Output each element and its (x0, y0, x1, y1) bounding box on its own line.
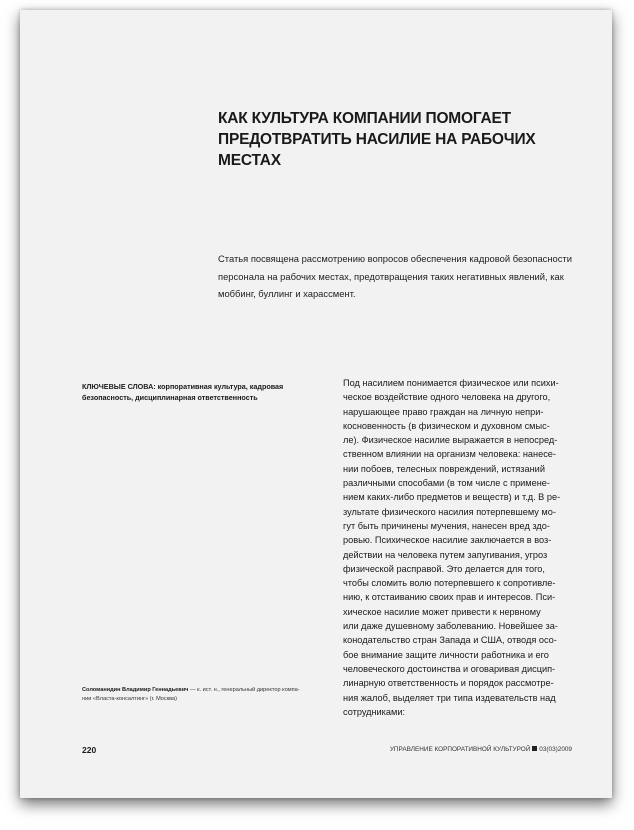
author-credentials: — к. ист. н., генеральный директор компа- (188, 687, 300, 693)
body-line: сотрудниками: (343, 706, 406, 717)
body-line: гут быть причинены мучения, нанесен вред здо- (343, 520, 550, 531)
keywords-line: КЛЮЧЕВЫЕ СЛОВА: корпоративная культура, кадровая (82, 382, 284, 391)
author-affiliation: нии «Власта-консалтинг» (г. Москва) (82, 696, 178, 702)
running-footer (390, 746, 572, 753)
body-line: нарушающее право граждан на личную непри- (343, 406, 544, 417)
abstract-line: персонала на рабочих местах, предотвращения таких негативных явлений, как (218, 270, 564, 282)
abstract-line: моббинг, буллинг и харассмент. (218, 288, 356, 299)
issue-number: 03(03)2009 (539, 746, 572, 753)
author-name: Соломанидин Владимир Геннадьевич (82, 687, 189, 693)
body-line: хическое насилие может привести к нервному (343, 606, 541, 617)
body-line: различными способами (в том числе с примене- (343, 478, 550, 489)
body-line: бое внимание защите личности работника и его (343, 649, 549, 660)
body-line: или даже душевному заболеванию. Новейшее за- (343, 621, 558, 632)
body-line: ческое воздействие одного человека на другого, (343, 392, 551, 403)
body-line: человеческого достоинства и оговаривая дисцип- (343, 663, 556, 674)
author-line (82, 686, 342, 695)
body-line: косновенность (в физическом и духовном смыс- (343, 420, 550, 431)
author-info (82, 686, 342, 704)
body-line: ственном влиянии на организм человека: нанесе- (343, 449, 556, 460)
keywords-line: безопасность, дисциплинарная ответственность (82, 393, 258, 402)
body-line: линарную ответственность и порядок рассмотре- (343, 678, 554, 689)
article-title (218, 108, 558, 171)
square-bullet-icon (532, 746, 537, 751)
title-line: ПРЕДОТВРАТИТЬ НАСИЛИЕ НА РАБОЧИХ (218, 131, 536, 148)
journal-name: УПРАВЛЕНИЕ КОРПОРАТИВНОЙ КУЛЬТУРОЙ (389, 746, 531, 753)
keywords-block (82, 381, 332, 403)
body-line: конодательство стран Запада и США, отводя осо- (343, 635, 557, 646)
body-line: физической расправой. Это делается для того, (343, 563, 545, 574)
article-abstract (218, 250, 580, 303)
body-line: ния жалоб, выделяет три типа издевательств над (343, 692, 556, 703)
body-line: нию, к отстаиванию своих прав и интересов. Пси- (343, 592, 556, 603)
body-line: Под насилием понимается физическое или психи- (343, 378, 559, 388)
page-number: 220 (82, 745, 97, 755)
document-page (20, 10, 612, 798)
body-line: нии побоев, телесных повреждений, истязаний (343, 463, 545, 474)
body-line: нием каких-либо предметов и веществ) и т.д. В ре- (343, 492, 561, 503)
body-line: ле). Физическое насилие выражается в непосред- (343, 435, 558, 446)
abstract-line: Статья посвящена рассмотрению вопросов обеспечения кадровой безопасности (218, 253, 572, 264)
body-line: чтобы сломить волю потерпевшего к сопротивле- (343, 578, 556, 589)
title-line: КАК КУЛЬТУРА КОМПАНИИ ПОМОГАЕТ (218, 110, 511, 127)
title-line: МЕСТАХ (218, 152, 281, 169)
body-line: зультате физического насилия потерпевшему мо- (343, 506, 556, 517)
article-body (343, 376, 591, 719)
body-line: ровью. Психическое насилие заключается в воз- (343, 535, 552, 546)
body-line: действии на человека путем запугивания, угроз (343, 549, 548, 560)
